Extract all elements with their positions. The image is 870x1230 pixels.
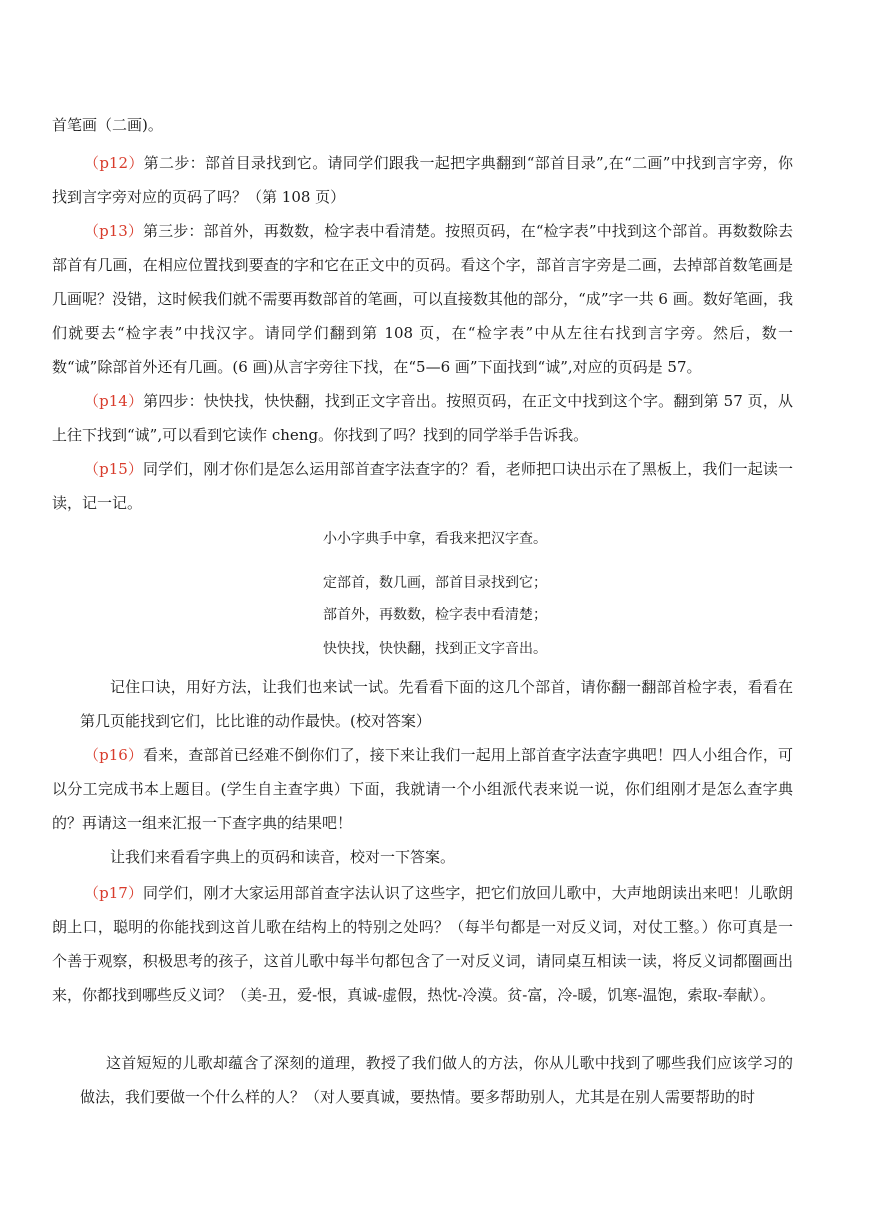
paragraph-text: 第二步：部首目录找到它。请同学们跟我一起把字典翻到“部首目录”,在“二画”中找到言字旁，你找到言字旁对应的页码了吗？（第 108 页） — [52, 154, 793, 206]
paragraph-text: 第四步：快快找，快快翻，找到正文字音出。按照页码，在正文中找到这个字。翻到第 57 页，从上往下找到“诚”,可以看到它读作 cheng。你找到了吗？找到的同学举手告诉我。 — [52, 392, 793, 444]
paragraph-p13 — [52, 214, 793, 384]
paragraph-text: 让我们来看看字典上的页码和读音，校对一下答案。 — [110, 848, 456, 866]
paragraph-last — [80, 1046, 793, 1114]
slide-tag: （p17） — [84, 884, 144, 902]
paragraph-memo — [80, 670, 793, 738]
slide-tag: （p14） — [84, 392, 144, 410]
paragraph-p16 — [52, 738, 793, 840]
paragraph-text: 同学们，刚才你们是怎么运用部首查字法查字的？看，老师把口诀出示在了黑板上，我们一起读一读，记一记。 — [52, 460, 793, 512]
paragraph-text: 第三步：部首外，再数数，检字表中看清楚。按照页码，在“检字表”中找到这个部首。再数数除去部首有几画，在相应位置找到要查的字和它在正文中的页码。看这个字，部首言字旁是二画，去掉部首数笔画是几画呢？没错，这时候我们就不需要再数部首的笔画，可以直接数其他的部分，“成”字一共 6 画。数好笔画，我们就要去“检字表”中找汉字。请同学们翻到第 108 页，在“检字表”中从左往右找到言字旁。然后，数一数“诚”除部首外还有几画。(6 画)从言字旁往下找，在“5—6 画”下面找到“诚”,对应的页码是 57。 — [52, 222, 793, 376]
slide-tag: （p13） — [84, 222, 144, 240]
paragraph-text: 同学们，刚才大家运用部首查字法认识了这些字，把它们放回儿歌中，大声地朗读出来吧！儿歌朗朗上口，聪明的你能找到这首儿歌在结构上的特别之处吗？（每半句都是一对反义词，对仗工整。）你可真是一个善于观察，积极思考的孩子，这首儿歌中每半句都包含了一对反义词，请同桌互相读一读，将反义词都圈画出来，你都找到哪些反义词？（美-丑，爱-恨，真诚-虚假，热忱-冷漠。贫-富，冷-暖，饥寒-温饱，索取-奉献）。 — [52, 884, 793, 1004]
poem-line: 部首外，再数数，检字表中看清楚； — [323, 607, 547, 623]
poem-line: 快快找，快快翻，找到正文字音出。 — [323, 641, 547, 657]
paragraph-p14 — [52, 384, 793, 452]
poem-line: 定部首，数几画，部首目录找到它； — [323, 575, 547, 591]
poem-line: 小小字典手中拿，看我来把汉字查。 — [323, 531, 547, 547]
slide-tag: （p12） — [84, 154, 144, 172]
paragraph-check — [110, 840, 793, 874]
slide-tag: （p16） — [84, 746, 144, 764]
paragraph-text: 首笔画（二画)。 — [52, 116, 163, 134]
paragraph-p17 — [52, 876, 793, 1012]
paragraph-text: 看来，查部首已经难不倒你们了，接下来让我们一起用上部首查字法查字典吧！四人小组合作，可以分工完成书本上题目。(学生自主查字典）下面，我就请一个小组派代表来说一说，你们组刚才是怎么查字典的？再请这一组来汇报一下查字典的结果吧！ — [52, 746, 793, 832]
paragraph-p12 — [52, 146, 793, 214]
paragraph-text: 这首短短的儿歌却蕴含了深刻的道理，教授了我们做人的方法，你从儿歌中找到了哪些我们应该学习的做法，我们要做一个什么样的人？（对人要真诚，要热情。要多帮助别人，尤其是在别人需要帮助的时 — [80, 1054, 793, 1106]
slide-tag: （p15） — [84, 460, 144, 478]
paragraph-continued — [52, 108, 793, 142]
paragraph-p15 — [52, 452, 793, 520]
paragraph-text: 记住口诀，用好方法，让我们也来试一试。先看看下面的这几个部首，请你翻一翻部首检字表，看看在第几页能找到它们，比比谁的动作最快。(校对答案） — [80, 678, 793, 730]
